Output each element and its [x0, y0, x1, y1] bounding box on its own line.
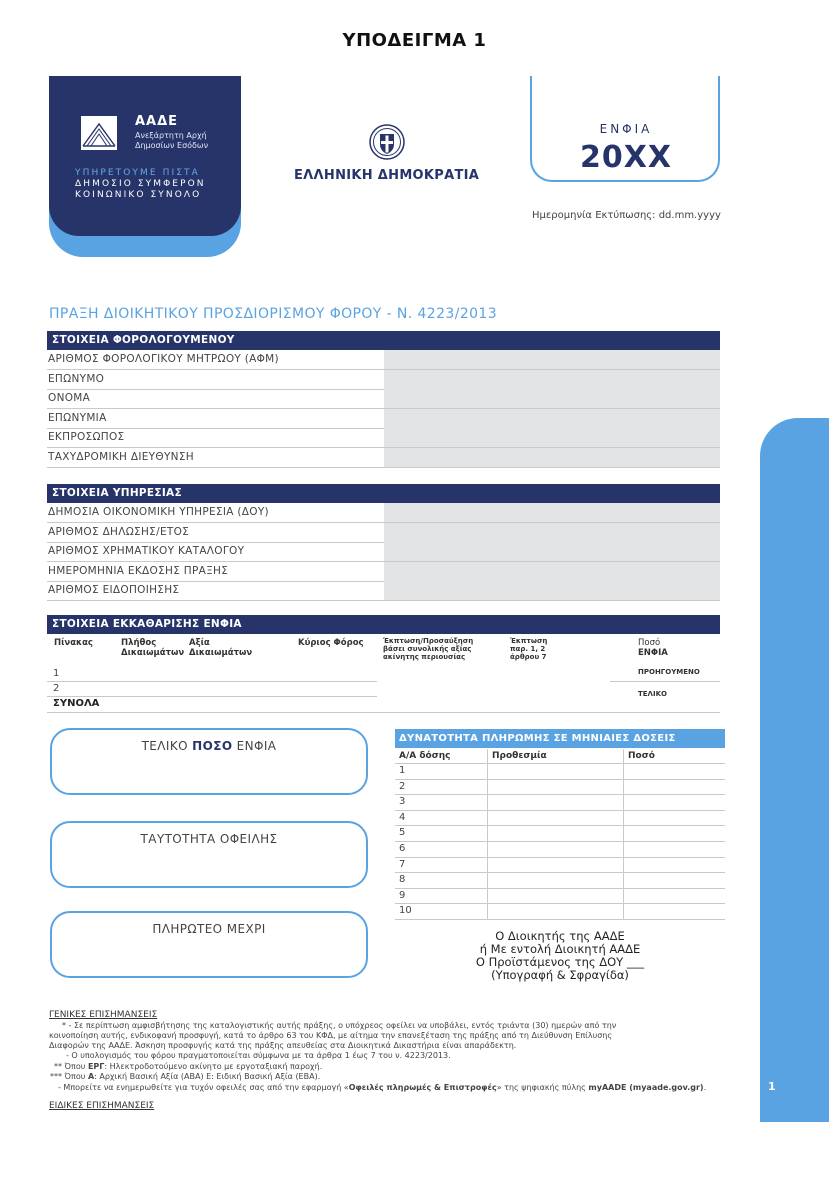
note-4-pre: *** Όπου [50, 1072, 88, 1081]
clearance-row-1: 1 [53, 668, 60, 679]
note-1-line2: κοινοποίηση αυτής, ενδικοφανή προσφυγή, κατά το άρθρο 63 του ΚΦΔ, με αίτημα την επανεξέταση της πράξης από τη Διεύθυνση Επίλυσης [49, 1031, 613, 1040]
service-field-label: ΑΡΙΘΜΟΣ ΕΙΔΟΠΟΙΗΣΗΣ [48, 584, 180, 597]
service-field-value[interactable] [384, 562, 720, 581]
taxpayer-field-label: ΕΠΩΝΥΜΙΑ [48, 411, 107, 424]
col-header-table: Πίνακας [54, 638, 93, 648]
installment-row [395, 795, 725, 811]
note-4 [50, 1072, 320, 1082]
installment-number: 2 [399, 780, 406, 792]
note-3-bold: ΕΡΓ [87, 1062, 105, 1071]
col-header-value-line1: Αξία [189, 638, 210, 648]
taxpayer-field-label: ΕΚΠΡΟΣΩΠΟΣ [48, 431, 125, 444]
debt-identity-box [50, 821, 368, 888]
taxpayer-field-value[interactable] [384, 448, 720, 467]
page-number: 1 [768, 1080, 776, 1093]
payable-until-box [50, 911, 368, 978]
taxpayer-field-row [47, 370, 720, 390]
service-field-value[interactable] [384, 503, 720, 522]
taxpayer-field-value[interactable] [384, 428, 720, 447]
taxpayer-field-value[interactable] [384, 389, 720, 408]
service-field-value[interactable] [384, 523, 720, 542]
document-title: ΥΠΟΔΕΙΓΜΑ 1 [342, 30, 487, 51]
taxpayer-field-row [47, 409, 720, 429]
service-field-label: ΔΗΜΟΣΙΑ ΟΙΚΟΝΟΜΙΚΗ ΥΠΗΡΕΣΙΑ (ΔΟΥ) [48, 506, 269, 518]
clearance-totals: ΣΥΝΟΛΑ [53, 698, 100, 709]
aade-logo [49, 76, 241, 236]
final-amount-label [52, 739, 366, 753]
taxpayer-field-label: ΤΑΧΥΔΡΟΜΙΚΗ ΔΙΕΥΘΥΝΣΗ [48, 451, 194, 463]
taxpayer-field-row [47, 350, 720, 370]
note-2: - Ο υπολογισμός του φόρου πραγματοποιείται σύμφωνα με τα άρθρα 1 έως 7 του ν. 4223/2013. [66, 1051, 451, 1060]
installment-row [395, 811, 725, 827]
slogan-line2: ΔΗΜΟΣΙΟ ΣΥΜΦΕΡΟΝ [75, 179, 206, 189]
note-4-post: : Αρχική Βασική Αξία (ΑΒΑ) Ε: Ειδική Βασική Αξία (ΕΒΑ). [94, 1072, 321, 1081]
installment-number: 5 [399, 827, 406, 839]
col-header-value [189, 638, 252, 658]
taxpayer-field-label: ΟΝΟΜΑ [48, 392, 91, 405]
note-5-end: . [703, 1083, 707, 1092]
note-5-pre: - Μπορείτε να ενημερωθείτε για τυχόν οφειλές σας από την εφαρμογή « [58, 1083, 349, 1092]
column-divider [623, 749, 624, 919]
enfia-year: 20XX [579, 140, 672, 175]
final-amount-pre: ΤΕΛΙΚΟ [141, 739, 188, 753]
col-header-art7-line1: Έκπτωση [510, 637, 548, 645]
service-field-row [47, 503, 720, 523]
service-field-value[interactable] [384, 581, 720, 600]
slogan-line1: ΥΠΗΡΕΤΟΥΜΕ ΠΙΣΤΑ [75, 168, 200, 178]
col-header-reduction-line2: βάσει συνολικής αξίας [383, 645, 472, 653]
col-header-art7-line2: παρ. 1, 2 [510, 645, 546, 653]
act-title: ΠΡΑΞΗ ΔΙΟΙΚΗΤΙΚΟΥ ΠΡΟΣΔΙΟΡΙΣΜΟΥ ΦΟΡΟΥ - Ν. 4223/2013 [49, 306, 498, 322]
installment-row [395, 780, 725, 796]
installment-number: 10 [399, 905, 412, 917]
signature-line3: Ο Προϊστάμενος της ΔΟΥ ___ [475, 955, 645, 969]
service-field-label: ΑΡΙΘΜΟΣ ΧΡΗΜΑΤΙΚΟΥ ΚΑΤΑΛΟΓΟΥ [48, 545, 245, 558]
note-1-line3: Διαφορών της ΑΑΔΕ. Άσκηση προσφυγής κατά της πράξης απευθείας στα Διοικητικά Δικαστήρια είναι απαράδεκτη. [49, 1041, 517, 1050]
installment-row [395, 904, 725, 920]
col-header-main-tax: Κύριος Φόρος [298, 638, 364, 648]
greek-emblem-icon [368, 123, 406, 161]
final-amount-bold: ΠΟΣΟ [192, 739, 233, 753]
clearance-row-2: 2 [53, 683, 60, 694]
installment-number: 3 [399, 796, 406, 808]
logo-subtitle-line2: Δημοσίων Εσόδων [135, 141, 209, 150]
installment-number: 9 [399, 889, 406, 901]
note-5 [58, 1083, 706, 1093]
signature-block [440, 930, 680, 982]
installment-number: 8 [399, 874, 406, 886]
debt-identity-label: ΤΑΥΤΟΤΗΤΑ ΟΦΕΙΛΗΣ [140, 832, 278, 846]
taxpayer-section-header: ΣΤΟΙΧΕΙΑ ΦΟΡΟΛΟΓΟΥΜΕΝΟΥ [47, 331, 720, 350]
taxpayer-field-value[interactable] [384, 409, 720, 428]
service-field-label: ΑΡΙΘΜΟΣ ΔΗΛΩΣΗΣ/ΕΤΟΣ [48, 525, 190, 538]
installment-row [395, 858, 725, 874]
signature-line2: ή Με εντολή Διοικητή ΑΑΔΕ [479, 942, 641, 956]
note-1-line1: * - Σε περίπτωση αμφισβήτησης της καταλογιστικής αυτής πράξης, ο υπόχρεος οφείλει να υποβάλει, εντός τριάντα (30) ημερών από την [62, 1021, 617, 1030]
installment-row [395, 826, 725, 842]
aade-emblem-icon [81, 116, 117, 150]
slogan-line3: ΚΟΙΝΩΝΙΚΟ ΣΥΝΟΛΟ [75, 190, 202, 200]
taxpayer-field-value[interactable] [384, 350, 720, 369]
col-header-count-line1: Πλήθος [121, 638, 157, 648]
service-field-value[interactable] [384, 542, 720, 561]
final-amount-box [50, 728, 368, 795]
enfia-year-box [530, 76, 720, 182]
logo-subtitle-line1: Ανεξάρτητη Αρχή [135, 131, 207, 140]
logo-name: ΑΑΔΕ [135, 114, 179, 129]
row-divider [610, 681, 720, 682]
taxpayer-field-label: ΑΡΙΘΜΟΣ ΦΟΡΟΛΟΓΙΚΟΥ ΜΗΤΡΩΟΥ (ΑΦΜ) [48, 353, 279, 365]
col-header-value-line2: Δικαιωμάτων [189, 648, 253, 658]
col-header-count-line2: Δικαιωμάτων [121, 648, 185, 658]
note-3-pre: ** Όπου [54, 1062, 88, 1071]
col-header-count [121, 638, 184, 658]
signature-line4: (Υπογραφή & Σφραγίδα) [491, 968, 629, 982]
logo-subtitle [135, 131, 235, 151]
taxpayer-field-row [47, 448, 720, 468]
service-section-header: ΣΤΟΙΧΕΙΑ ΥΠΗΡΕΣΙΑΣ [47, 484, 720, 503]
row-divider [47, 696, 377, 697]
col-header-reduction-line1: Έκπτωση/Προσαύξηση [383, 637, 474, 645]
col-header-amount [638, 638, 668, 658]
column-divider [487, 749, 488, 919]
col-header-installment-no: Α/Α δόσης [399, 751, 451, 761]
note-5-mid: » της ψηφιακής πύλης [496, 1083, 589, 1092]
col-header-art7-line3: άρθρου 7 [510, 653, 547, 661]
enfia-label: ΕΝΦΙΑ [599, 122, 653, 136]
service-field-row [47, 581, 720, 601]
special-notes-title: ΕΙΔΙΚΕΣ ΕΠΙΣΗΜΑΝΣΕΙΣ [49, 1101, 155, 1111]
installment-row [395, 889, 725, 905]
service-field-row [47, 562, 720, 582]
note-3 [54, 1062, 322, 1072]
amount-final-label: ΤΕΛΙΚΟ [638, 690, 667, 698]
note-5-portal[interactable]: myAADE (myaade.gov.gr) [588, 1083, 704, 1092]
col-header-reduction-line3: ακίνητης περιουσίας [383, 653, 466, 661]
installment-number: 4 [399, 811, 406, 823]
col-header-installment-amount: Ποσό [628, 751, 655, 761]
side-tab-decoration [760, 418, 829, 1122]
print-date: Ημερομηνία Εκτύπωσης: dd.mm.yyyy [532, 210, 721, 221]
clearance-section-header: ΣΤΟΙΧΕΙΑ ΕΚΚΑΘΑΡΙΣΗΣ ΕΝΦΙΑ [47, 615, 720, 634]
col-header-amount-line2: ΕΝΦΙΑ [638, 648, 668, 658]
installment-number: 1 [399, 765, 406, 776]
taxpayer-field-value[interactable] [384, 370, 720, 389]
signature-line1: Ο Διοικητής της ΑΑΔΕ [495, 929, 625, 943]
taxpayer-field-row [47, 389, 720, 409]
taxpayer-field-label: ΕΠΩΝΥΜΟ [48, 372, 105, 385]
service-field-row [47, 523, 720, 543]
installment-row [395, 873, 725, 889]
payable-until-label: ΠΛΗΡΩΤΕΟ ΜΕΧΡΙ [152, 922, 266, 936]
republic-label: ΕΛΛΗΝΙΚΗ ΔΗΜΟΚΡΑΤΙΑ [294, 168, 480, 183]
note-4-bold: Α [87, 1072, 95, 1081]
amount-previous-label: ΠΡΟΗΓΟΥΜΕΝΟ [638, 668, 700, 676]
note-3-post: : Ηλεκτροδοτούμενο ακίνητο με εργοταξιακή παροχή. [104, 1062, 323, 1071]
row-divider [47, 712, 720, 713]
note-5-app-name: Οφειλές πληρωμές & Επιστροφές [348, 1083, 497, 1092]
installments-header: ΔΥΝΑΤΟΤΗΤΑ ΠΛΗΡΩΜΗΣ ΣΕ ΜΗΝΙΑΙΕΣ ΔΟΣΕΙΣ [395, 729, 725, 748]
installment-row [395, 764, 725, 780]
logo-slogan [75, 168, 206, 201]
col-header-reduction [383, 637, 473, 661]
taxpayer-field-row [47, 428, 720, 448]
installment-number: 6 [399, 843, 406, 854]
general-notes-title: ΓΕΝΙΚΕΣ ΕΠΙΣΗΜΑΝΣΕΙΣ [49, 1010, 158, 1020]
col-header-amount-line1: Ποσό [638, 638, 661, 648]
col-header-art7 [510, 637, 547, 661]
col-header-deadline: Προθεσμία [492, 751, 547, 761]
installment-number: 7 [399, 858, 406, 870]
service-field-label: ΗΜΕΡΟΜΗΝΙΑ ΕΚΔΟΣΗΣ ΠΡΑΞΗΣ [48, 564, 229, 577]
final-amount-post: ΕΝΦΙΑ [236, 739, 277, 753]
service-field-row [47, 542, 720, 562]
row-divider [47, 681, 377, 682]
installment-row [395, 842, 725, 858]
